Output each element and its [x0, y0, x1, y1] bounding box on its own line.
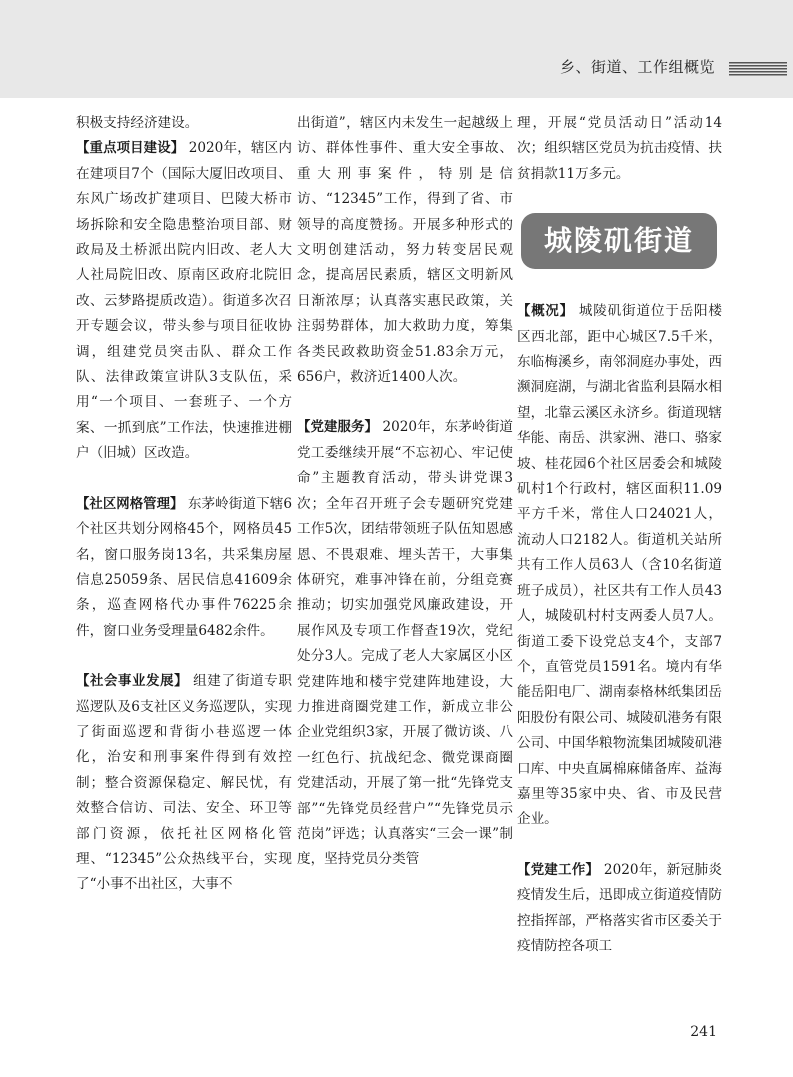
paragraph-overview — [517, 299, 722, 833]
section-keyword: 【社区网格管理】 — [76, 496, 184, 512]
paragraph-text: 2020年，东茅岭街道党工委继续开展“不忘初心、牢记使命”主题教育活动，带头讲党课3次；全年召开班子会专题研究党建工作5次，团结带领班子队伍知恩感恩、不畏艰难、埋头苦干，大事集体研究，难事冲锋在前，分组竞赛推动；切实加强党风廉政建设，开展作风及专项工作督查19次，党纪处分3人。完成了老人大家属区小区党建阵地和楼宇党建阵地建设，大力推进商圈党建工作，新成立非公企业党组织3家，开展了微访谈、八一红色行、抗战纪念、微党课商圈党建活动，开展了第一批“先锋党支部”“先锋党员经营户”“先锋党员示范岗”评选；认真落实“三会一课”制度，坚持党员分类管 — [297, 419, 514, 868]
paragraph-text: 2020年，辖区内在建项目7个（国际大厦旧改项目、东风广场改扩建项目、巴陵大桥市场拆除和安全隐患整治项目部、财政局及土桥派出院内旧改、老人大人社局院旧改、原南区政府北院旧改、云梦路提质改造）。街道多次召开专题会议，带头参与项目征收协调，组建党员突击队、群众工作队、法律政策宣讲队3支队伍，采用“一个项目、一套班子、一个方案、一抓到底”工作法，快速推进棚户（旧城）区改造。 — [76, 140, 293, 462]
paragraph: 出街道”，辖区内未发生一起越级上访、群体性事件、重大安全事故、重大刑事案件，特别是信访、“12345”工作，得到了省、市领导的高度赞扬。开展多种形式的文明创建活动，努力转变居民观念，提高居民素质，辖区文明新风日渐浓厚；认真落实惠民政策，关注弱势群体，加大救助力度，筹集各类民政救助资金51.83余万元，656户，救济近1400人次。 — [297, 115, 513, 386]
paragraph: 积极支持经济建设。 — [76, 115, 199, 131]
decorative-stripes — [729, 62, 787, 76]
paragraph-key-projects — [76, 136, 292, 466]
text-column-3 — [517, 111, 722, 959]
paragraph-grid-management — [76, 492, 292, 644]
paragraph-social-affairs — [76, 669, 292, 898]
text-column-2 — [297, 111, 513, 873]
running-header-title: 乡、街道、工作组概览 — [559, 58, 715, 76]
page-number: 241 — [690, 1024, 717, 1040]
paragraph-party-work — [517, 858, 722, 960]
section-banner: 城陵矶街道 — [521, 213, 717, 269]
section-keyword: 【重点项目建设】 — [76, 141, 185, 157]
section-keyword: 【党建工作】 — [517, 862, 600, 878]
section-keyword: 【党建服务】 — [297, 420, 379, 436]
section-keyword: 【社会事业发展】 — [76, 674, 189, 690]
section-keyword: 【概况】 — [517, 304, 574, 320]
paragraph-text: 东茅岭街道下辖6个社区共划分网格45个，网格员45名，窗口服务岗13名，共采集房屋信息25059条、居民信息41609余条，巡查网格代办事件76225余件，窗口业务受理量6482余件。 — [76, 495, 292, 639]
paragraph-text: 2020年，新冠肺炎疫情发生后，迅即成立街道疫情防控指挥部，严格落实省市区委关于疫情防控各项工 — [517, 861, 723, 954]
paragraph: 理，开展“党员活动日”活动14次；组织辖区党员为抗击疫情、扶贫捐款11万多元。 — [517, 115, 722, 182]
header-bar — [0, 0, 793, 98]
paragraph-text: 城陵矶街道位于岳阳楼区西北部，距中心城区7.5千米，东临梅溪乡，南邻洞庭办事处，西濒洞庭湖，与湖北省监利县隔水相望，北靠云溪区永济乡。街道现辖华能、南岳、洪家洲、港口、骆家坡、桂花园6个社区居委会和城陵矶村1个行政村，辖区面积11.09平方千米，常住人口24021人，流动人口2182人。街道机关站所共有工作人员63人（含10名街道班子成员），社区共有工作人员43人，城陵矶村村支两委人员7人。街道工委下设党总支4个，支部7个，直管党员1591名。境内有华能岳阳电厂、湖南泰格林纸集团岳阳股份有限公司、城陵矶港务有限公司、中国华粮物流集团城陵矶港口库、中央直属棉麻储备库、益海嘉里等35家中央、省、市及民营企业。 — [517, 303, 723, 828]
paragraph-party-service — [297, 415, 513, 872]
paragraph-text: 组建了街道专职巡逻队及6支社区义务巡逻队，实现了街面巡逻和背街小巷巡逻一体化，治安和刑事案件得到有效控制；整合资源保稳定、解民忧，有效整合信访、司法、安全、环卫等部门资源，依托社区网格化管理、“12345”公众热线平台，实现了“小事不出社区，大事不 — [76, 673, 292, 893]
text-column-1 — [76, 111, 292, 898]
